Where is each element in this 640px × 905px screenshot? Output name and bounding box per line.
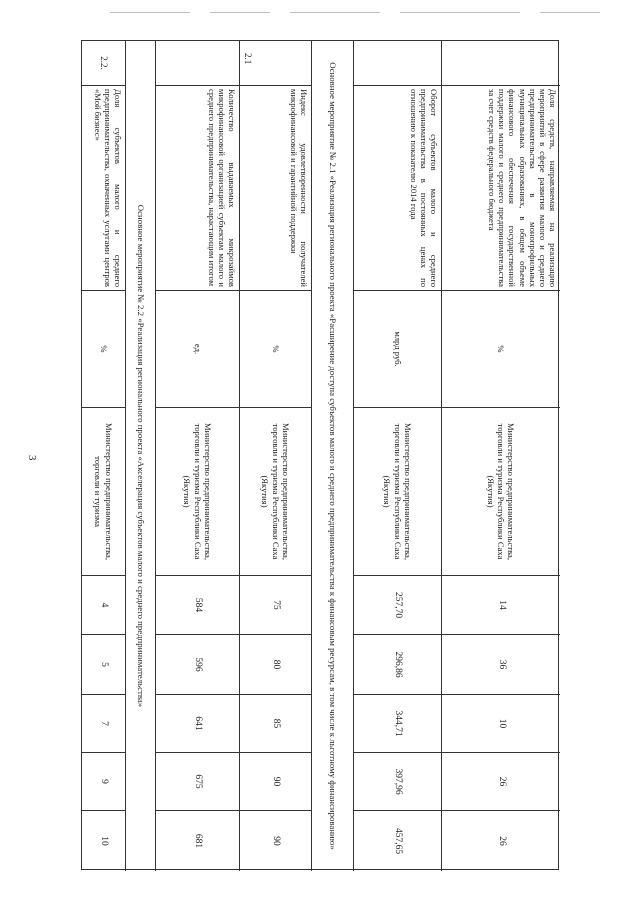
section-header-2-2: Основное мероприятие № 2.2 «Реализация регионального проекта «Акселерация субъектов малого и среднего предпринимательства» bbox=[125, 41, 155, 871]
ministry-cell: Министерство предпринимательства, торговли и туризма Республики Саха (Якутия) bbox=[240, 407, 311, 575]
value-cell: 675 bbox=[156, 752, 239, 810]
scan-edge-line bbox=[110, 12, 190, 13]
value-cell: 584 bbox=[156, 575, 239, 634]
value-cell: 641 bbox=[156, 694, 239, 752]
indicator-cell: Доля средств, направляемая на реализацию мероприятий в сфере развития малого и среднего предпринимательства в монопрофильных муниципальных образованиях, в общем объеме финансового обеспечения государственной поддержки малого и среднего предпринимательства за счет средств федерального бюджета bbox=[442, 85, 560, 290]
scan-edge-line bbox=[400, 12, 520, 13]
value-cell: 26 bbox=[442, 752, 560, 810]
value-cell: 36 bbox=[442, 634, 560, 694]
table-row bbox=[82, 41, 125, 871]
value-cell: 397,96 bbox=[354, 752, 441, 810]
indicator-cell: Доля субъектов малого и среднего предпринимательства, охваченных услугами центров «Мой бизнес» bbox=[82, 85, 125, 290]
value-cell: 457,65 bbox=[354, 810, 441, 871]
ministry-cell: Министерство предпринимательства, торговли и туризма bbox=[82, 407, 125, 575]
indicator-cell: Количество выдаваемых микрозаймов микрофинансовой организацией субъектам малого и среднего предпринимательства, нарастающим итогом bbox=[156, 85, 239, 290]
unit-cell: ед. bbox=[156, 290, 239, 407]
row-number-cell bbox=[354, 41, 441, 85]
value-cell: 80 bbox=[240, 634, 311, 694]
value-cell: 596 bbox=[156, 634, 239, 694]
rotated-table-content bbox=[82, 41, 560, 871]
row-number-cell: 2.2. bbox=[98, 56, 109, 70]
scan-edge-line bbox=[290, 12, 380, 13]
ministry-cell: Министерство предпринимательства, торговли и туризма Республики Саха (Якутия) bbox=[156, 407, 239, 575]
value-cell: 681 bbox=[156, 810, 239, 871]
value-cell: 344,71 bbox=[354, 694, 441, 752]
row-number-cell bbox=[156, 41, 239, 85]
value-cell: 26 bbox=[442, 810, 560, 871]
value-cell: 296,86 bbox=[354, 634, 441, 694]
ministry-cell: Министерство предпринимательства, торговли и туризма Республики Саха (Якутия) bbox=[442, 407, 560, 575]
scan-edge-line bbox=[540, 12, 600, 13]
document-table bbox=[81, 40, 559, 870]
table-row bbox=[441, 41, 560, 871]
unit-cell: % bbox=[240, 290, 311, 407]
value-cell: 85 bbox=[240, 694, 311, 752]
value-cell: 75 bbox=[240, 575, 311, 634]
row-number-cell bbox=[442, 41, 560, 85]
value-cell: 90 bbox=[240, 810, 311, 871]
page-number: 3 bbox=[26, 455, 38, 461]
value-cell: 257,70 bbox=[354, 575, 441, 634]
value-cell: 4 bbox=[82, 575, 125, 634]
value-cell: 5 bbox=[82, 634, 125, 694]
table-row bbox=[353, 41, 441, 871]
indicator-cell: Индекс удовлетворенности получателей микрофинансовой и гарантийной поддержки bbox=[240, 85, 311, 290]
value-cell: 9 bbox=[82, 752, 125, 810]
table-row bbox=[155, 41, 239, 871]
indicator-cell: Оборот субъектов малого и среднего предпринимательства в постоянных ценах по отношению к показателю 2014 года bbox=[354, 85, 441, 290]
value-cell: 90 bbox=[240, 752, 311, 810]
value-cell: 10 bbox=[82, 810, 125, 871]
table-row bbox=[239, 41, 311, 871]
unit-cell: % bbox=[442, 290, 560, 407]
ministry-cell: Министерство предпринимательства, торговли и туризма Республики Саха (Якутия) bbox=[354, 407, 441, 575]
row-number-2-1: 2.1 bbox=[243, 53, 253, 65]
unit-cell: % bbox=[82, 290, 125, 407]
unit-cell: млрд руб. bbox=[354, 290, 441, 407]
scan-edge-line bbox=[210, 12, 270, 13]
value-cell: 10 bbox=[442, 694, 560, 752]
value-cell: 14 bbox=[442, 575, 560, 634]
value-cell: 7 bbox=[82, 694, 125, 752]
section-header-2-1: Основное мероприятие № 2.1 «Реализация регионального проекта «Расширение доступа субъектов малого и среднего предпринимательства к финансовым ресурсам, в том числе к льготному финансированию» bbox=[311, 41, 353, 871]
